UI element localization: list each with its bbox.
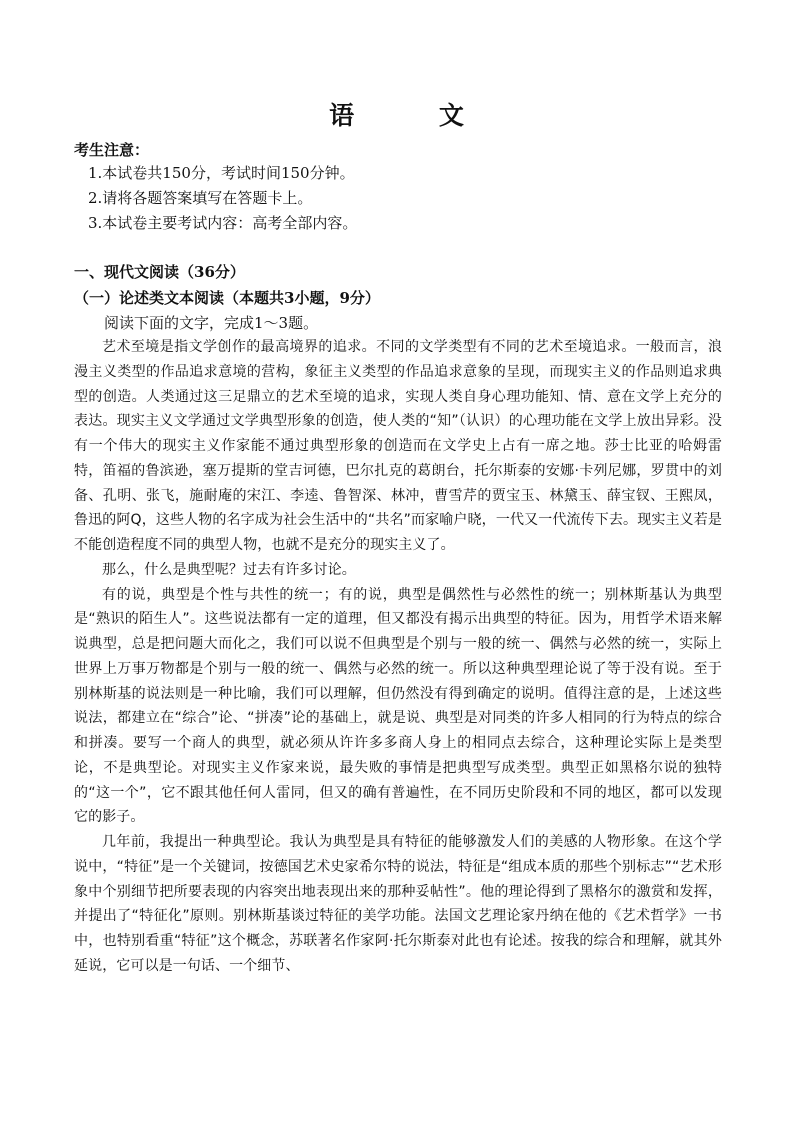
section-heading: 一、现代文阅读（36分）	[74, 263, 245, 281]
notice-item-2: 2.请将各题答案填写在答题卡上。	[88, 189, 313, 207]
document-title: 语 文	[329, 101, 502, 130]
notice-list	[88, 163, 357, 238]
reading-passage	[74, 335, 722, 979]
notice-item-1: 1.本试卷共150分，考试时间150分钟。	[88, 164, 355, 182]
notice-item-3: 3.本试卷主要考试内容：高考全部内容。	[88, 214, 358, 232]
passage-paragraph-3: 有的说，典型是个性与共性的统一；有的说，典型是偶然性与必然性的统一；别林斯基认为典型是“熟识的陌生人”。这些说法都有一定的道理，但又都没有揭示出典型的特征。因为，用哲学术语来解说典型，总是把问题大而化之，我们可以说不但典型是个别与一般的统一、偶然与必然的统一，实际上世界上万事万物都是个别与一般的统一、偶然与必然的统一。所以这种典型理论说了等于没有说。至于别林斯基的说法则是一种比喻，我们可以理解，但仍然没有得到确定的说明。值得注意的是，上述这些说法，都建立在“综合”论、“拼凑”论的基础上，就是说、典型是对同类的许多人相同的行为特点的综合和拼凑。要写一个商人的典型，就必须从许许多多商人身上的相同点去综合，这种理论实际上是类型论，不是典型论。对现实主义作家来说，最失败的事情是把典型写成类型。典型正如黑格尔说的独特的“这一个”，它不跟其他任何人雷同，但又的确有普遍性，在不同历史阶段和不同的地区，都可以发现它的影子。	[74, 586, 722, 826]
passage-paragraph-4: 几年前，我提出一种典型论。我认为典型是具有特征的能够激发人们的美感的人物形象。在这个学说中，“特征”是一个关键词，按德国艺术史家希尔特的说法，特征是“组成本质的那些个别标志”“艺术形象中个别细节把所要表现的内容突出地表现出来的那种妥帖性”。他的理论得到了黑格尔的激赏和发挥，并提出了“特征化”原则。别林斯基谈过特征的美学功能。法国文艺理论家丹纳在他的《艺术哲学》一书中，也特别看重“特征”这个概念，苏联著名作家阿·托尔斯泰对此也有论述。按我的综合和理解，就其外延说，它可以是一句话、一个细节、	[74, 834, 722, 974]
reading-instruction: 阅读下面的文字，完成1～3题。	[104, 314, 319, 332]
subsection-heading: （一）论述类文本阅读（本题共3小题，9分）	[74, 289, 380, 307]
passage-paragraph-2: 那么，什么是典型呢？过去有许多讨论。	[102, 561, 356, 578]
passage-paragraph-1: 艺术至境是指文学创作的最高境界的追求。不同的文学类型有不同的艺术至境追求。一般而言，浪漫主义类型的作品追求意境的营构，象征主义类型的作品追求意象的呈现，而现实主义的作品则追求典型的创造。人类通过这三足鼎立的艺术至境的追求，实现人类自身心理功能知、情、意在文学上充分的表达。现实主义文学通过文学典型形象的创造，使人类的“知”（认识）的心理功能在文学上放出异彩。没有一个伟大的现实主义作家能不通过典型形象的创造而在文学史上占有一席之地。莎士比亚的哈姆雷特，笛福的鲁滨逊，塞万提斯的堂吉诃德，巴尔扎克的葛朗台，托尔斯泰的安娜·卡列尼娜，罗贯中的刘备、孔明、张飞，施耐庵的宋江、李逵、鲁智深、林冲，曹雪芹的贾宝玉、林黛玉、薛宝钗、王熙凤，鲁迅的阿Q，这些人物的名字成为社会生活中的“共名”而家喻户晓，一代又一代流传下去。现实主义若是不能创造程度不同的典型人物，也就不是充分的现实主义了。	[74, 339, 722, 553]
notice-heading: 考生注意：	[74, 141, 150, 159]
